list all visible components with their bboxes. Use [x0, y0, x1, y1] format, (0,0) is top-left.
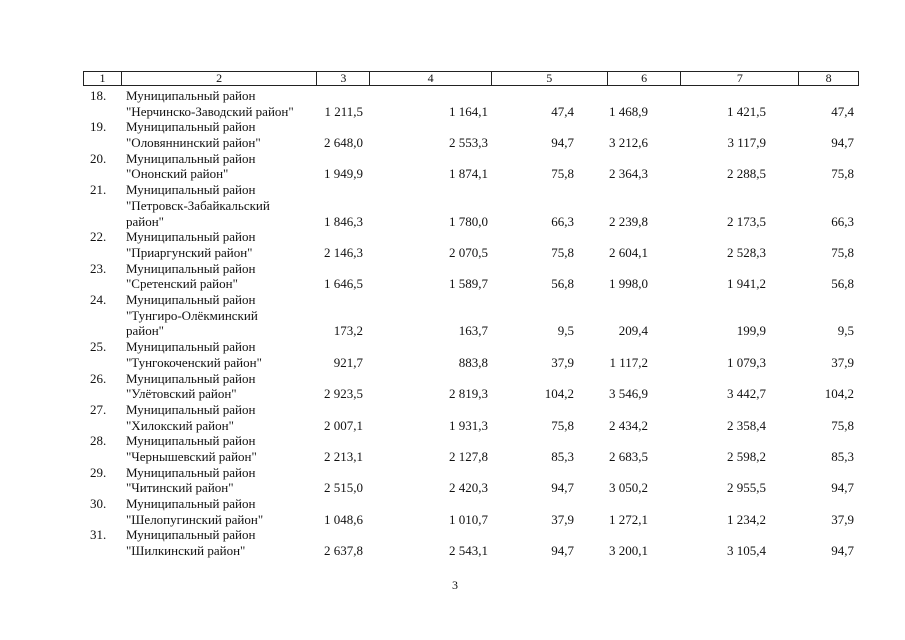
- table-row: [83, 229, 859, 260]
- name-line: Муниципальный район: [126, 150, 256, 166]
- name-line: Муниципальный район: [126, 527, 256, 543]
- municipality-name: [126, 151, 326, 182]
- header-cell-8: 8: [825, 71, 832, 85]
- municipality-name: [126, 182, 326, 229]
- header-cell-1: 1: [84, 72, 122, 85]
- municipality-name: [126, 433, 326, 464]
- municipality-name: [126, 119, 326, 150]
- value-col-6: 2 239,8: [609, 213, 648, 229]
- value-col-8: 66,3: [831, 213, 854, 229]
- value-col-4: 1 164,1: [449, 103, 488, 119]
- row-number: 18.: [90, 88, 107, 103]
- row-number: 25.: [90, 339, 107, 355]
- name-line: "Сретенский район": [126, 276, 238, 292]
- value-col-7: 2 173,5: [727, 213, 766, 229]
- header-cell-7: 7: [681, 72, 799, 85]
- municipality-name: [126, 496, 326, 527]
- value-col-6: 2 683,5: [609, 449, 648, 464]
- value-col-5: 66,3: [551, 213, 574, 229]
- row-number: 27.: [90, 401, 107, 417]
- value-col-7: 2 288,5: [727, 166, 766, 182]
- value-col-5: 85,3: [551, 449, 574, 464]
- row-number: 30.: [90, 496, 107, 512]
- value-col-5: 104,2: [544, 386, 574, 402]
- row-number: 31.: [90, 527, 107, 543]
- name-line: Муниципальный район: [126, 464, 256, 480]
- value-col-7: 3 117,9: [727, 135, 766, 151]
- value-col-5: 75,8: [551, 417, 574, 433]
- name-line: Муниципальный район: [126, 292, 256, 308]
- value-col-6: 1 272,1: [609, 511, 648, 527]
- name-line: Муниципальный район: [126, 433, 256, 449]
- value-col-8: 56,8: [831, 276, 854, 292]
- value-col-6: 209,4: [618, 323, 648, 339]
- value-col-4: 1 780,0: [449, 213, 488, 229]
- value-col-8: 9,5: [837, 323, 854, 339]
- value-col-4: 163,7: [458, 323, 488, 339]
- row-number: 22.: [90, 229, 107, 245]
- name-line: Муниципальный район: [126, 229, 256, 245]
- value-col-5: 94,7: [551, 543, 574, 559]
- municipality-name: [126, 527, 326, 558]
- value-col-6: 1 117,2: [609, 354, 648, 370]
- name-line: "Читинский район": [126, 480, 234, 496]
- value-col-8: 47,4: [831, 103, 854, 119]
- municipality-name: [126, 292, 326, 339]
- row-number: 21.: [90, 182, 107, 198]
- value-col-4: 883,8: [458, 354, 488, 370]
- name-line: "Оловяннинский район": [126, 135, 261, 151]
- table-row: [83, 182, 859, 229]
- value-col-8: 85,3: [831, 449, 854, 464]
- value-col-4: 1 589,7: [449, 276, 488, 292]
- municipality-name: [126, 465, 326, 496]
- table-row: [83, 292, 859, 339]
- value-col-4: 2 070,5: [449, 244, 488, 260]
- table-row: [83, 339, 859, 370]
- value-col-4: 1 931,3: [449, 417, 488, 433]
- value-col-4: 2 543,1: [449, 543, 488, 559]
- name-line: "Тунгиро-Олёкминский: [126, 307, 258, 323]
- row-number: 20.: [90, 150, 107, 166]
- table-row: [83, 527, 859, 558]
- municipality-name: [126, 88, 326, 119]
- value-col-3: 2 923,5: [324, 386, 363, 402]
- value-col-6: 3 212,6: [609, 135, 648, 151]
- value-col-3: 2 648,0: [324, 135, 363, 151]
- value-col-4: 1 010,7: [449, 511, 488, 527]
- value-col-5: 94,7: [551, 480, 574, 496]
- municipality-name: [126, 339, 326, 370]
- value-col-8: 75,8: [831, 417, 854, 433]
- value-col-3: 2 146,3: [324, 244, 363, 260]
- value-col-7: 2 598,2: [727, 449, 766, 464]
- value-col-6: 2 364,3: [609, 166, 648, 182]
- value-col-7: 1 941,2: [727, 276, 766, 292]
- value-col-5: 75,8: [551, 166, 574, 182]
- header-cell-3: 3: [317, 72, 370, 85]
- value-col-8: 94,7: [831, 480, 854, 496]
- value-col-5: 94,7: [551, 135, 574, 151]
- value-col-7: 1 421,5: [727, 103, 766, 119]
- name-line: Муниципальный район: [126, 182, 256, 198]
- value-col-3: 2 213,1: [324, 449, 363, 464]
- table-row: [83, 151, 859, 182]
- table-row: [83, 465, 859, 496]
- municipality-name: [126, 229, 326, 260]
- name-line: "Чернышевский район": [126, 449, 257, 464]
- municipality-name: [126, 402, 326, 433]
- name-line: "Тунгокоченский район": [126, 354, 262, 370]
- table-row: [83, 119, 859, 150]
- value-col-3: 1 048,6: [324, 511, 363, 527]
- value-col-8: 37,9: [831, 354, 854, 370]
- value-col-6: 1 468,9: [609, 103, 648, 119]
- table-body: [83, 88, 859, 559]
- header-cell-2: 2: [122, 72, 318, 85]
- value-col-4: 2 819,3: [449, 386, 488, 402]
- value-col-7: 2 358,4: [727, 417, 766, 433]
- value-col-6: 2 434,2: [609, 417, 648, 433]
- name-line: "Хилокский район": [126, 417, 234, 433]
- value-col-3: 2 007,1: [324, 417, 363, 433]
- value-col-8: 37,9: [831, 511, 854, 527]
- name-line: "Шилкинский район": [126, 543, 246, 559]
- value-col-3: 173,2: [333, 323, 363, 339]
- value-col-8: 94,7: [831, 135, 854, 151]
- value-col-3: 2 515,0: [324, 480, 363, 496]
- value-col-6: 3 200,1: [609, 543, 648, 559]
- name-line: Муниципальный район: [126, 370, 256, 386]
- value-col-3: 1 646,5: [324, 276, 363, 292]
- value-col-4: 1 874,1: [449, 166, 488, 182]
- table-row: [83, 88, 859, 119]
- header-cell-4: 4: [370, 72, 492, 85]
- value-col-4: 2 553,3: [449, 135, 488, 151]
- value-col-5: 37,9: [551, 511, 574, 527]
- name-line: "Ононский район": [126, 166, 229, 182]
- table-row: [83, 402, 859, 433]
- name-line: "Нерчинско-Заводский район": [126, 103, 294, 119]
- value-col-4: 2 127,8: [449, 449, 488, 464]
- value-col-6: 3 050,2: [609, 480, 648, 496]
- value-col-3: 1 211,5: [324, 103, 363, 119]
- name-line: Муниципальный район: [126, 119, 256, 135]
- table-row: [83, 433, 859, 464]
- value-col-3: 1 949,9: [324, 166, 363, 182]
- name-line: Муниципальный район: [126, 339, 256, 355]
- value-col-8: 104,2: [824, 386, 854, 402]
- value-col-3: 2 637,8: [324, 543, 363, 559]
- name-line: район": [126, 213, 164, 229]
- table-row: [83, 496, 859, 527]
- row-number: 26.: [90, 370, 107, 386]
- value-col-6: 1 998,0: [609, 276, 648, 292]
- municipality-name: [126, 261, 326, 292]
- value-col-7: 2 955,5: [727, 480, 766, 496]
- name-line: Муниципальный район: [126, 260, 256, 276]
- name-line: Муниципальный район: [126, 88, 256, 103]
- value-col-6: 2 604,1: [609, 244, 648, 260]
- value-col-8: 75,8: [831, 244, 854, 260]
- value-col-8: 75,8: [831, 166, 854, 182]
- value-col-7: 1 234,2: [727, 511, 766, 527]
- header-cell-5: 5: [492, 72, 608, 85]
- value-col-7: 3 442,7: [727, 386, 766, 402]
- name-line: "Петровск-Забайкальский: [126, 197, 270, 213]
- row-number: 19.: [90, 119, 107, 135]
- value-col-5: 75,8: [551, 244, 574, 260]
- municipality-name: [126, 371, 326, 402]
- value-col-5: 56,8: [551, 276, 574, 292]
- value-col-7: 3 105,4: [727, 543, 766, 559]
- name-line: Муниципальный район: [126, 496, 256, 512]
- value-col-7: 1 079,3: [727, 354, 766, 370]
- row-number: 24.: [90, 292, 107, 308]
- name-line: "Улётовский район": [126, 386, 237, 402]
- value-col-3: 1 846,3: [324, 213, 363, 229]
- table-row: [83, 261, 859, 292]
- value-col-5: 47,4: [551, 103, 574, 119]
- name-line: Муниципальный район: [126, 401, 256, 417]
- name-line: "Шелопугинский район": [126, 511, 264, 527]
- row-number: 28.: [90, 433, 107, 449]
- value-col-5: 9,5: [557, 323, 574, 339]
- row-number: 23.: [90, 260, 107, 276]
- name-line: район": [126, 323, 164, 339]
- row-number: 29.: [90, 464, 107, 480]
- value-col-5: 37,9: [551, 354, 574, 370]
- value-col-4: 2 420,3: [449, 480, 488, 496]
- value-col-7: 2 528,3: [727, 244, 766, 260]
- value-col-7: 199,9: [736, 323, 766, 339]
- value-col-3: 921,7: [333, 354, 363, 370]
- table-header: [83, 71, 859, 86]
- table-row: [83, 371, 859, 402]
- value-col-8: 94,7: [831, 543, 854, 559]
- page-number: 3: [452, 578, 458, 592]
- value-col-6: 3 546,9: [609, 386, 648, 402]
- header-cell-6: 6: [608, 72, 682, 85]
- name-line: "Приаргунский район": [126, 244, 253, 260]
